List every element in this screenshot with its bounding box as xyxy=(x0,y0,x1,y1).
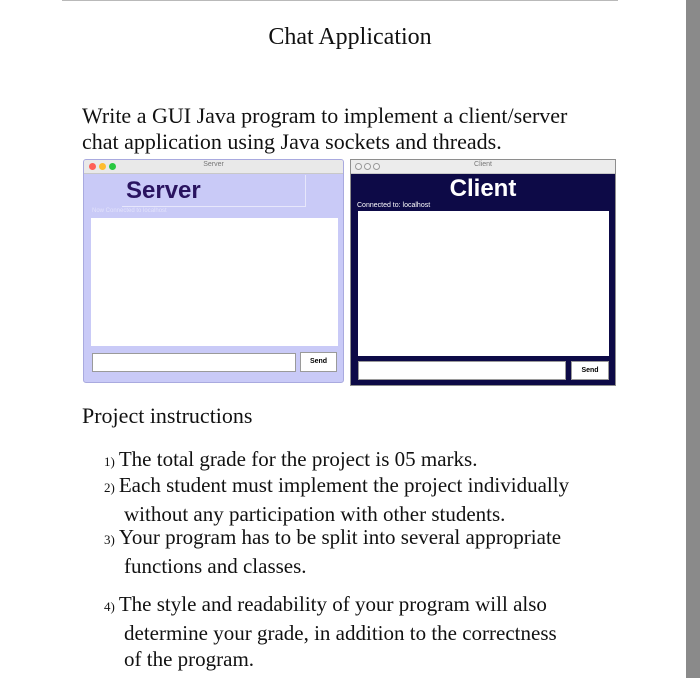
server-titlebar xyxy=(84,160,343,174)
item-number: 4) xyxy=(104,599,115,614)
client-send-button[interactable]: Send xyxy=(571,361,609,380)
server-chat-area[interactable] xyxy=(91,218,338,346)
item-text: The style and readability of your program will also xyxy=(118,592,547,616)
top-divider xyxy=(62,0,618,1)
client-window xyxy=(350,159,616,386)
server-send-button[interactable]: Send xyxy=(300,352,337,372)
item-text: determine your grade, in addition to the correctness xyxy=(124,621,557,645)
server-heading: Server xyxy=(122,175,306,207)
instruction-item-1 xyxy=(104,446,622,475)
instructions-heading: Project instructions xyxy=(82,403,253,428)
server-message-input[interactable] xyxy=(92,353,296,372)
client-titlebar xyxy=(351,160,615,174)
client-chat-area[interactable] xyxy=(358,211,609,356)
client-window-title: Client xyxy=(474,161,492,168)
intro-line: Write a GUI Java program to implement a client/server xyxy=(82,103,568,128)
client-status-text: Connected to: localhost xyxy=(357,202,431,209)
item-text: The total grade for the project is 05 marks. xyxy=(118,447,478,471)
item-number: 2) xyxy=(104,480,115,495)
intro-paragraph xyxy=(82,103,622,155)
instruction-item-2 xyxy=(104,472,622,527)
page-edge xyxy=(686,0,700,678)
intro-line: chat application using Java sockets and threads. xyxy=(82,129,502,154)
server-window xyxy=(83,159,344,383)
instruction-item-4 xyxy=(104,591,622,672)
item-number: 3) xyxy=(104,532,115,547)
item-number: 1) xyxy=(104,454,115,469)
document-title: Chat Application xyxy=(268,24,432,50)
item-text: without any participation with other students. xyxy=(124,502,506,526)
item-text: of the program. xyxy=(124,647,255,671)
client-heading: Client xyxy=(449,175,517,202)
client-message-input[interactable] xyxy=(358,361,566,380)
item-text: Each student must implement the project individually xyxy=(118,473,570,497)
item-text: functions and classes. xyxy=(124,554,307,578)
server-window-title: Server xyxy=(203,161,224,168)
item-text: Your program has to be split into several appropriate xyxy=(118,525,562,549)
server-status-text: Now Connected to localhost xyxy=(92,208,167,214)
instruction-item-3 xyxy=(104,524,622,579)
